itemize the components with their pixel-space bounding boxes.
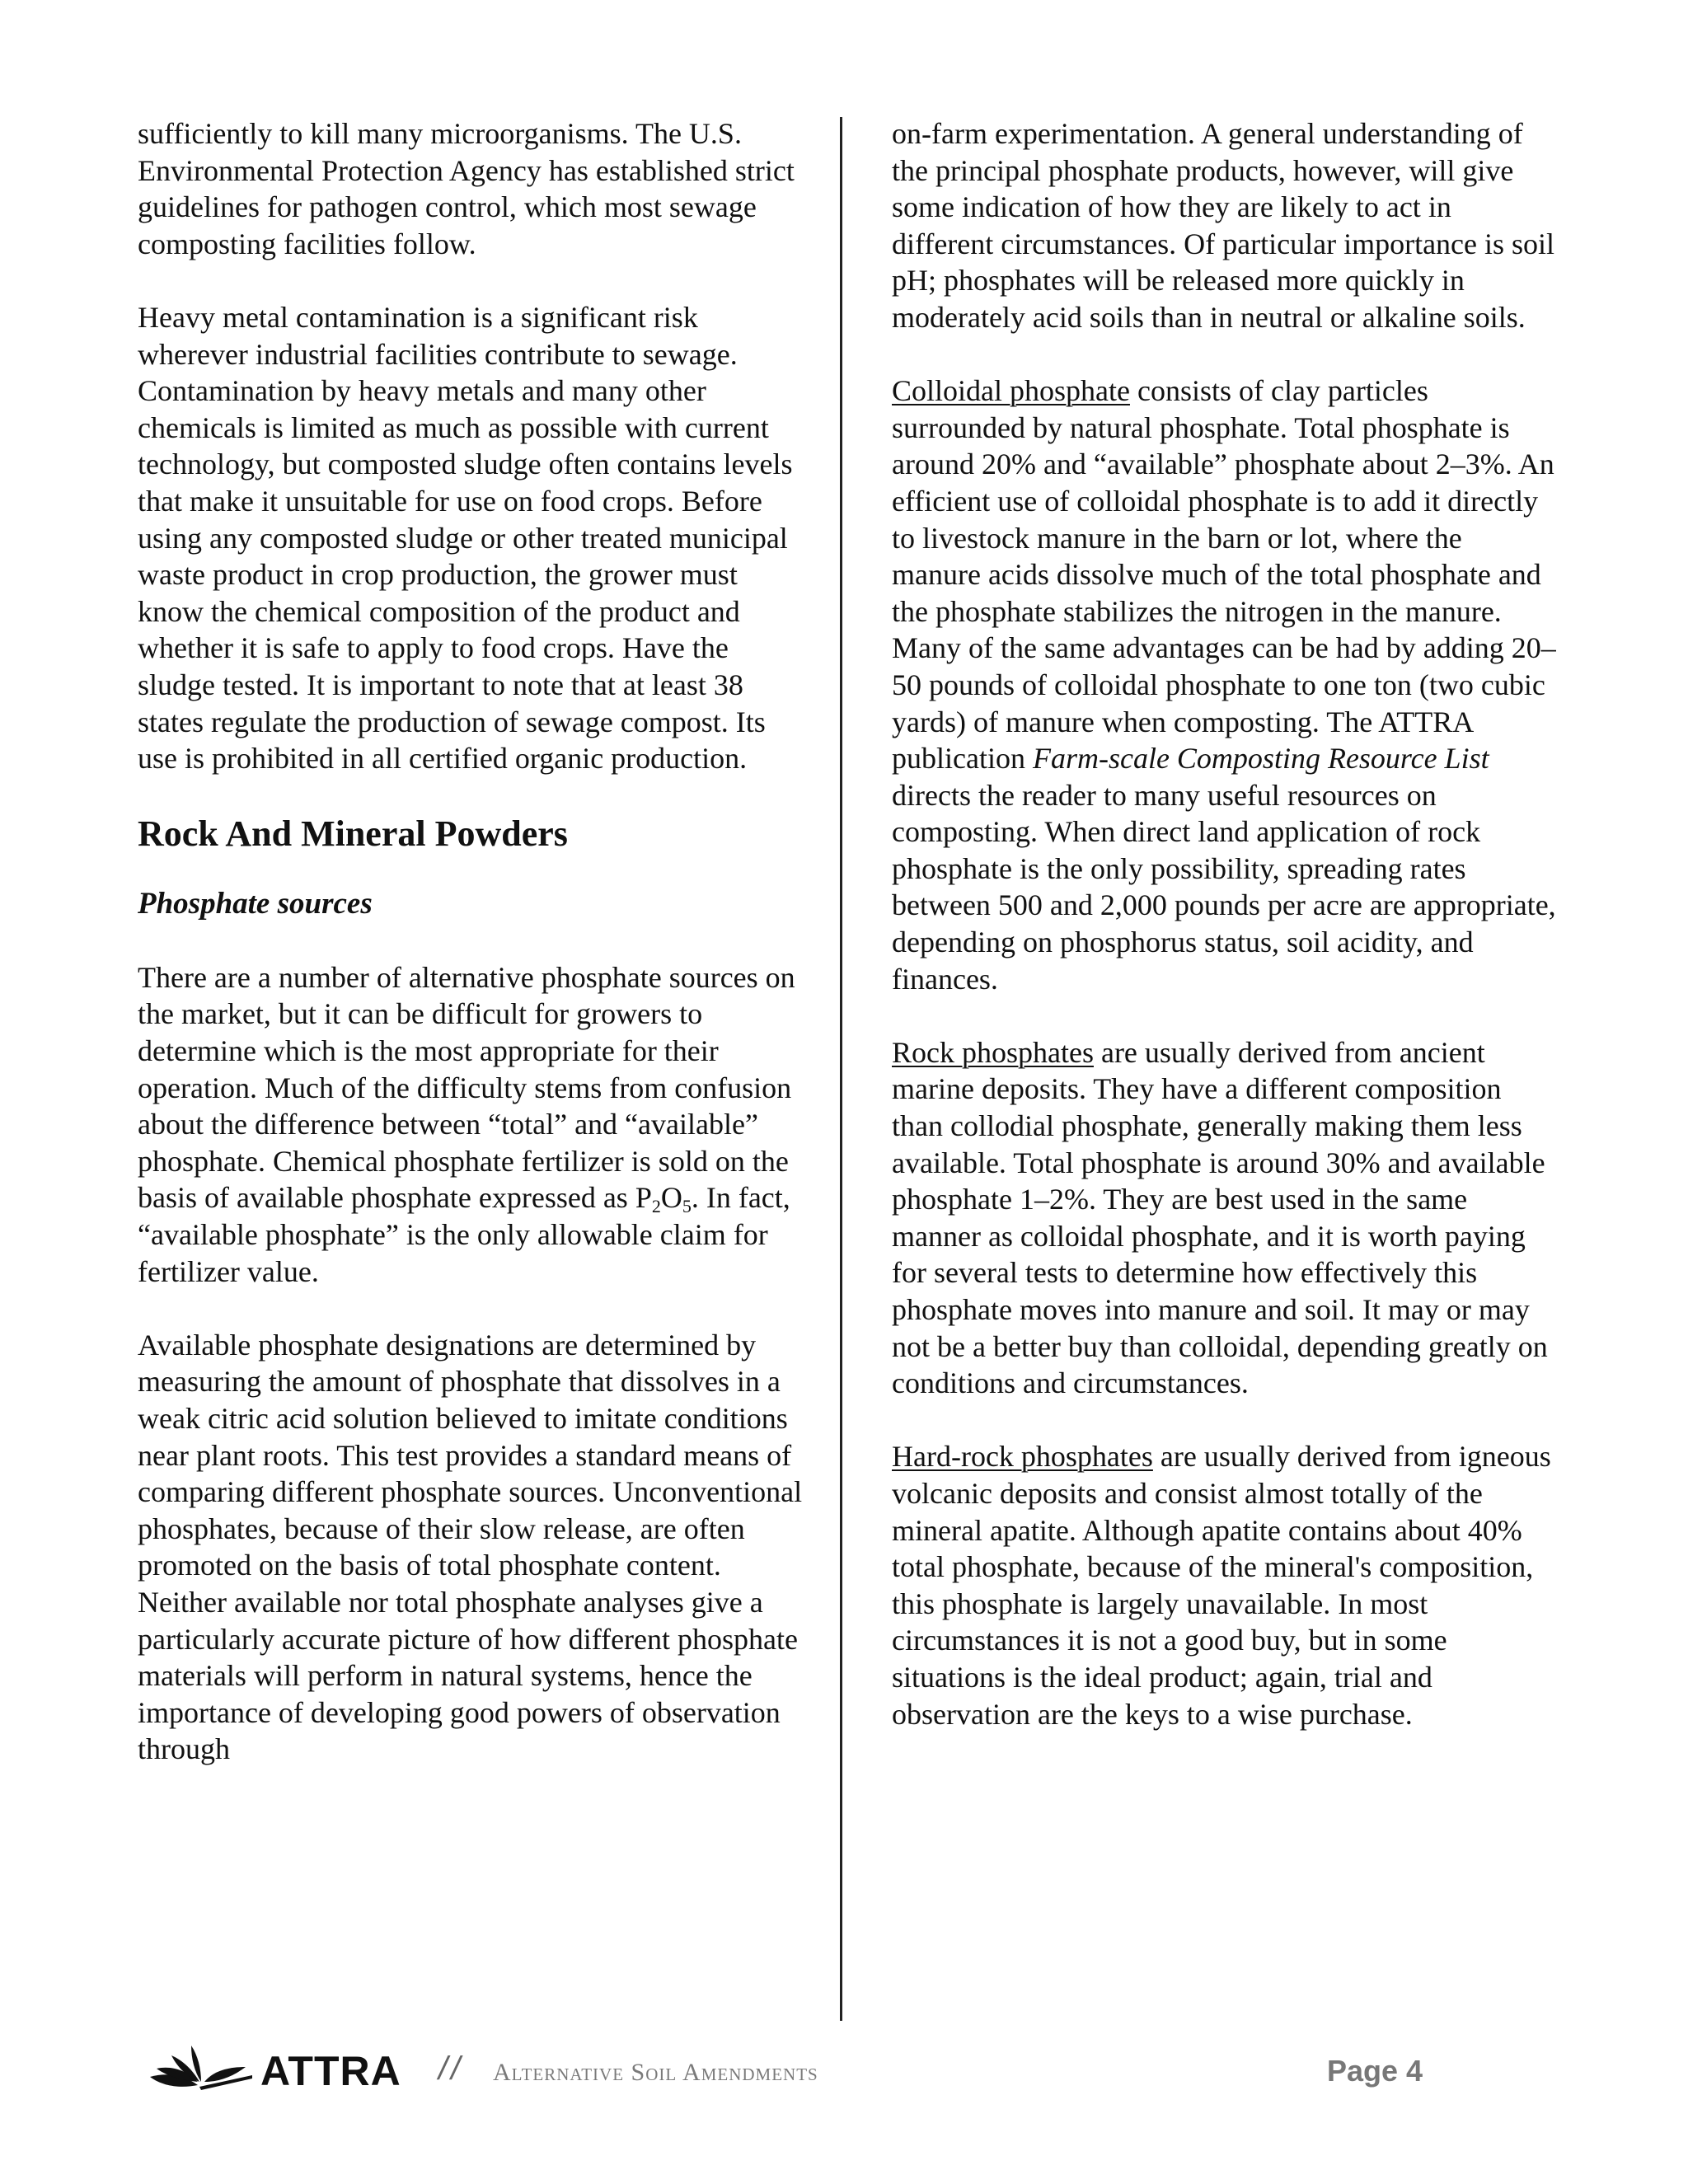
chemical-formula: $P_2O_5$ (635, 1181, 692, 1217)
paragraph-text: consists of clay particles surrounded by natural phosphate. Total phosphate is around 20% and “available” phosphate about 2–3%. An efficient use of colloidal phosphate is to add it directly to livestock manure in the barn or lot, where the manure acids dissolve much of the total phosphate and the phosphate stabilizes the nitrogen in the manure. Many of the same advantages can be had by adding 20–50 pounds of colloidal phosphate to one ton (two cubic yards) of manure when composting. The ATTRA publication (892, 374, 1556, 776)
column-divider (840, 117, 842, 2021)
paragraph (892, 373, 1556, 997)
right-column (892, 115, 1556, 1732)
attra-leaf-logo-icon (147, 2044, 254, 2095)
term-hard-rock-phosphates: Hard-rock phosphates (892, 1440, 1153, 1474)
paragraph-text: on-farm experimentation. A general understanding of the principal phosphate products, however, will give some indication of how they are likely to act in different circumstances. Of particular importance is soil pH; phosphates will be released more quickly in moderately acid soils than in neutral or alkaline soils. (892, 117, 1555, 334)
paragraph (892, 1034, 1556, 1402)
page-footer (0, 2044, 1688, 2118)
paragraph-text: sufficiently to kill many microorganisms. The U.S. Environmental Protection Agency has established strict guidelines for pathogen control, which most sewage composting facilities follow. (138, 117, 795, 260)
paragraph (138, 115, 804, 262)
term-colloidal-phosphate: Colloidal phosphate (892, 374, 1130, 408)
section-heading: Rock And Mineral Powders (138, 813, 568, 855)
paragraph (892, 1438, 1556, 1732)
paragraph-text: . In fact, “available phosphate” is the only allowable claim for fertilizer value. (138, 1181, 790, 1288)
publication-title: Farm-scale Composting Resource List (1032, 742, 1489, 776)
subheading: Phosphate sources (138, 887, 373, 921)
paragraph-text: Available phosphate designations are determined by measuring the amount of phosphate that dissolves in a weak citric acid solution believed to imitate conditions near plant roots. This test provides a standard means of comparing different phosphate sources. Unconventional phosphates, because of their slow release, are often promoted on the basis of total phosphate content. Neither available nor total phosphate analyses give a particularly accurate picture of how different phosphate materials will perform in natural systems, hence the importance of developing good powers of observation through (138, 1328, 803, 1766)
footer-publication-title: Alternative Soil Amendments (493, 2059, 818, 2086)
attra-logo-text: ATTRA (260, 2048, 401, 2094)
footer-separator: // (438, 2050, 464, 2087)
paragraph (892, 115, 1556, 336)
paragraph-text: Heavy metal contamination is a significant risk wherever industrial facilities contribute to sewage. Contamination by heavy metals and many other chemicals is limited as much as possible with current technology, but composted sludge often contains levels that make it unsuitable for use on food crops. Before using any composted sludge or other treated municipal waste product in crop production, the grower must know the chemical composition of the product and whether it is safe to apply to food crops. Have the sludge tested. It is important to note that at least 38 states regulate the production of sewage compost. Its use is prohibited in all certified organic production. (138, 300, 793, 776)
paragraph-text: are usually derived from ancient marine deposits. They have a different composition than collodial phosphate, generally making them less available. Total phosphate is around 30% and available phosphate 1–2%. They are best used in the same manner as colloidal phosphate, and it is worth paying for several tests to determine how effectively this phosphate moves into manure and soil. It may or may not be a better buy than colloidal, depending greatly on conditions and circumstances. (892, 1035, 1548, 1400)
paragraph (138, 299, 804, 777)
page-number: Page 4 (1327, 2054, 1423, 2088)
paragraph (138, 1327, 804, 1768)
paragraph-text: directs the reader to many useful resources on composting. When direct land application of rock phosphate is the only possibility, spreading rates between 500 and 2,000 pounds per acre are appropriate, depending on phosphorus status, soil acidity, and finances. (892, 778, 1556, 996)
term-rock-phosphates: Rock phosphates (892, 1035, 1094, 1069)
paragraph-text: are usually derived from igneous volcanic deposits and consist almost totally of the mineral apatite. Although apatite contains about 40% total phosphate, because of the mineral's composition, this phosphate is largely unavailable. In most circumstances it is not a good buy, but in some situations is the ideal product; again, trial and observation are the keys to a wise purchase. (892, 1440, 1551, 1731)
paragraph (138, 959, 804, 1290)
paragraph-text: There are a number of alternative phosphate sources on the market, but it can be difficult for growers to determine which is the most appropriate for their operation. Much of the difficulty stems from confusion about the difference between “total” and “available” phosphate. Chemical phosphate fertilizer is sold on the basis of available phosphate expressed as (138, 960, 795, 1215)
left-column (138, 115, 804, 1768)
